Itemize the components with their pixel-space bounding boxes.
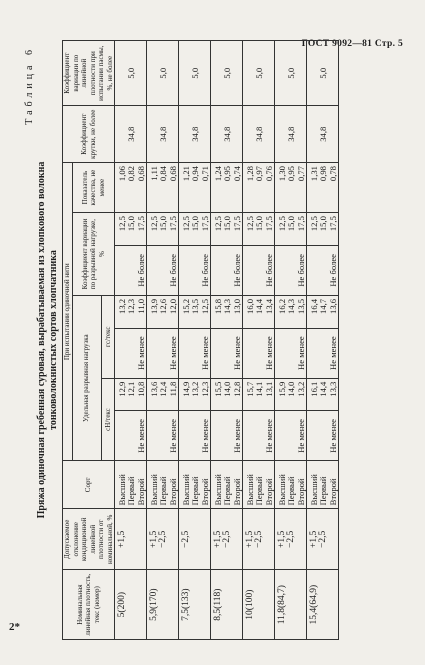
- value-line: 11,8: [167, 381, 178, 397]
- density-cv-value: 5,0: [254, 67, 265, 79]
- value-line: Второй: [199, 478, 210, 506]
- value-line: 0,74: [231, 166, 242, 182]
- tolerance-minus: −2,5: [254, 530, 265, 548]
- value-line: 15,5: [213, 381, 223, 397]
- value-line: Высший: [213, 474, 223, 506]
- max-label: Не более: [231, 254, 242, 287]
- cn-tex-cell: [275, 378, 307, 411]
- value-line: 13,5: [295, 298, 306, 314]
- value-line: 15,0: [190, 216, 201, 232]
- value-line: 0,77: [295, 166, 306, 182]
- value-line: 14,4: [254, 298, 265, 314]
- density-cv-value: 5,0: [158, 67, 169, 79]
- table-row: [179, 41, 211, 640]
- yarn-specs-table: [62, 40, 339, 640]
- density-cv-value: 5,0: [126, 67, 137, 79]
- tolerance-plus: +1,5: [245, 530, 255, 548]
- value-line: 16,4: [309, 298, 319, 314]
- twist-value: 34,8: [222, 126, 233, 142]
- nominal-value: 5,9(170): [149, 588, 159, 621]
- table-row: [211, 41, 243, 640]
- table-title: [36, 40, 60, 640]
- cn-tex-cell: [147, 378, 179, 411]
- twist-cell: [243, 106, 275, 163]
- value-line: 1,31: [309, 166, 319, 182]
- tolerance-cell: [211, 509, 243, 570]
- gs-tex-cell: [243, 295, 275, 328]
- value-line: 13,2: [190, 381, 201, 397]
- value-line: Второй: [327, 478, 338, 506]
- value-line: 12,6: [158, 298, 169, 314]
- value-line: 12,4: [158, 381, 169, 397]
- tolerance-minus: −2,5: [222, 530, 233, 548]
- rotated-table-area: [22, 40, 407, 640]
- value-line: 14,1: [254, 381, 265, 397]
- value-line: 13,2: [295, 381, 306, 397]
- density-cv-value: 5,0: [286, 67, 297, 79]
- value-line: Высший: [309, 474, 319, 506]
- min-label-cell: [307, 411, 339, 461]
- value-line: 12,5: [181, 216, 191, 232]
- value-line: 12,5: [245, 216, 255, 232]
- value-line: 0,78: [327, 166, 338, 182]
- table-row: [243, 41, 275, 640]
- tolerance-plus: +1,5: [277, 530, 287, 548]
- cn-tex-cell: [115, 378, 147, 411]
- value-line: 17,5: [263, 216, 274, 232]
- nominal-density-cell: [115, 570, 147, 640]
- gs-tex-cell: [115, 295, 147, 328]
- value-line: 17,5: [231, 216, 242, 232]
- tolerance-plus: +1,5: [213, 530, 223, 548]
- quality-cell: [275, 163, 307, 213]
- value-line: 13,6: [327, 298, 338, 314]
- value-line: 1,24: [213, 166, 223, 182]
- max-label: Не более: [167, 254, 178, 287]
- nominal-value: 5(200): [117, 592, 127, 618]
- value-line: 13,9: [149, 298, 159, 314]
- value-line: Первый: [318, 476, 329, 506]
- twist-cell: [115, 106, 147, 163]
- value-line: 15,0: [254, 216, 265, 232]
- value-line: Первый: [222, 476, 233, 506]
- value-line: 12,0: [167, 298, 178, 314]
- value-line: 12,3: [199, 381, 210, 397]
- value-line: 13,3: [327, 381, 338, 397]
- twist-value: 34,8: [126, 126, 137, 142]
- value-line: 17,5: [295, 216, 306, 232]
- nominal-value: 11,8(84,7): [277, 585, 287, 625]
- value-line: 0,68: [135, 166, 146, 182]
- value-line: 16,1: [309, 381, 319, 397]
- gs-tex-cell: [211, 295, 243, 328]
- twist-cell: [211, 106, 243, 163]
- table-title-line-1: Пряжа одиночная гребенная суровая, вырабатываемая из хлопкового волокна: [36, 161, 47, 519]
- max-label-cell: [275, 245, 307, 295]
- value-line: 0,71: [199, 166, 210, 182]
- max-label-cell: [179, 245, 211, 295]
- min-label-cell: [147, 411, 179, 461]
- nominal-density-cell: [243, 570, 275, 640]
- nominal-value: 8,5(118): [213, 588, 223, 621]
- value-line: 13,4: [263, 298, 274, 314]
- min-label-cell: [275, 328, 307, 378]
- quality-cell: [147, 163, 179, 213]
- value-line: 14,9: [181, 381, 191, 397]
- value-line: 12,5: [213, 216, 223, 232]
- sort-cell: [243, 461, 275, 509]
- tolerance-cell: [115, 509, 147, 570]
- value-line: 13,0: [231, 298, 242, 314]
- value-line: 15,7: [245, 381, 255, 397]
- value-line: 1,28: [245, 166, 255, 182]
- value-line: 1,30: [277, 166, 287, 182]
- min-label-cell: [307, 328, 339, 378]
- density-cv-cell: [179, 41, 211, 106]
- cv-load-cell: [115, 213, 147, 246]
- value-line: 13,1: [263, 381, 274, 397]
- value-line: Высший: [245, 474, 255, 506]
- value-line: 17,5: [135, 216, 146, 232]
- min-label: Не менее: [231, 419, 242, 453]
- max-label: Не более: [263, 254, 274, 287]
- value-line: 0,82: [126, 166, 137, 182]
- twist-cell: [179, 106, 211, 163]
- max-label-cell: [115, 245, 147, 295]
- value-line: 1,11: [149, 166, 159, 181]
- density-cv-value: 5,0: [318, 67, 329, 79]
- value-line: Первый: [286, 476, 297, 506]
- tolerance-cell: [307, 509, 339, 570]
- col-cn-tex-header: сН/текс: [101, 378, 114, 461]
- tolerance-plus: +1,5: [117, 530, 127, 548]
- max-label-cell: [243, 245, 275, 295]
- value-line: Второй: [167, 478, 178, 506]
- cv-load-cell: [275, 213, 307, 246]
- sort-cell: [115, 461, 147, 509]
- value-line: 13,5: [190, 298, 201, 314]
- value-line: 15,0: [158, 216, 169, 232]
- value-line: Высший: [149, 474, 159, 506]
- max-label: Не более: [327, 254, 338, 287]
- value-line: 0,76: [263, 166, 274, 182]
- min-label-cell: [211, 411, 243, 461]
- tolerance-plus: +1,5: [149, 530, 159, 548]
- quality-cell: [115, 163, 147, 213]
- value-line: 0,95: [222, 166, 233, 182]
- twist-value: 34,8: [254, 126, 265, 142]
- page-header: ГОСТ 9092—81 Стр. 5: [301, 39, 403, 49]
- value-line: 15,0: [222, 216, 233, 232]
- min-label: Не менее: [295, 336, 306, 370]
- value-line: Первый: [158, 476, 169, 506]
- tolerance-cell: [179, 509, 211, 570]
- page-number: 2*: [9, 621, 20, 633]
- max-label-cell: [211, 245, 243, 295]
- min-label: Не менее: [231, 336, 242, 370]
- value-line: 15,0: [286, 216, 297, 232]
- sort-cell: [211, 461, 243, 509]
- cv-load-cell: [307, 213, 339, 246]
- nominal-density-cell: [307, 570, 339, 640]
- cv-load-cell: [179, 213, 211, 246]
- twist-value: 34,8: [190, 126, 201, 142]
- value-line: 14,4: [318, 381, 329, 397]
- value-line: 14,0: [286, 381, 297, 397]
- quality-cell: [211, 163, 243, 213]
- value-line: 13,2: [117, 298, 127, 314]
- cv-load-cell: [243, 213, 275, 246]
- value-line: 14,3: [222, 298, 233, 314]
- gs-tex-cell: [147, 295, 179, 328]
- cv-load-cell: [211, 213, 243, 246]
- max-label: Не более: [135, 254, 146, 287]
- min-label: Не менее: [199, 336, 210, 370]
- nominal-density-cell: [275, 570, 307, 640]
- value-line: 12,1: [126, 381, 137, 397]
- table-row: [147, 41, 179, 640]
- sort-cell: [275, 461, 307, 509]
- value-line: 12,5: [277, 216, 287, 232]
- value-line: Второй: [263, 478, 274, 506]
- density-cv-cell: [307, 41, 339, 106]
- tolerance-cell: [147, 509, 179, 570]
- col-single-test-header: При испытании одиночной нити: [63, 163, 73, 461]
- value-line: 12,5: [117, 216, 127, 232]
- value-line: 12,5: [309, 216, 319, 232]
- min-label: Не менее: [327, 419, 338, 453]
- value-line: 10,8: [135, 381, 146, 397]
- tolerance-cell: [243, 509, 275, 570]
- value-line: Первый: [126, 476, 137, 506]
- value-line: 0,84: [158, 166, 169, 182]
- density-cv-cell: [243, 41, 275, 106]
- value-line: 15,2: [181, 298, 191, 314]
- twist-cell: [147, 106, 179, 163]
- nominal-value: 7,5(133): [181, 588, 191, 621]
- value-line: 15,0: [126, 216, 137, 232]
- min-label-cell: [115, 411, 147, 461]
- min-label: Не менее: [263, 336, 274, 370]
- density-cv-cell: [275, 41, 307, 106]
- nominal-density-cell: [179, 570, 211, 640]
- table-row: [115, 41, 147, 640]
- min-label: Не менее: [199, 419, 210, 453]
- col-sort-header: Сорт: [63, 461, 115, 509]
- col-gs-tex-header: гс/текс: [101, 295, 114, 378]
- value-line: 0,68: [167, 166, 178, 182]
- tolerance-plus: +1,5: [309, 530, 319, 548]
- value-line: Второй: [295, 478, 306, 506]
- nominal-value: 10(100): [245, 589, 255, 620]
- cn-tex-cell: [307, 378, 339, 411]
- quality-cell: [307, 163, 339, 213]
- density-cv-value: 5,0: [190, 67, 201, 79]
- col-density-header: Коэффициент вариации по линейной плотности при испытании пасмы, %, не более: [63, 41, 115, 106]
- twist-cell: [275, 106, 307, 163]
- min-label-cell: [179, 328, 211, 378]
- density-cv-cell: [211, 41, 243, 106]
- min-label-cell: [243, 411, 275, 461]
- value-line: Высший: [181, 474, 191, 506]
- gs-tex-cell: [179, 295, 211, 328]
- value-line: Высший: [117, 474, 127, 506]
- twist-cell: [307, 106, 339, 163]
- table-row: [307, 41, 339, 640]
- cv-load-cell: [147, 213, 179, 246]
- min-label-cell: [147, 328, 179, 378]
- twist-value: 34,8: [158, 126, 169, 142]
- quality-cell: [243, 163, 275, 213]
- tolerance-minus: −2,5: [158, 530, 169, 548]
- value-line: 15,9: [277, 381, 287, 397]
- value-line: Первый: [190, 476, 201, 506]
- value-line: 1,06: [117, 166, 127, 182]
- twist-value: 34,8: [286, 126, 297, 142]
- value-line: 11,0: [135, 298, 146, 314]
- min-label: Не менее: [167, 336, 178, 370]
- table-row: [275, 41, 307, 640]
- tolerance-cell: [275, 509, 307, 570]
- value-line: 16,0: [245, 298, 255, 314]
- tolerance-minus: −2,5: [318, 530, 329, 548]
- nominal-density-cell: [147, 570, 179, 640]
- value-line: 12,3: [126, 298, 137, 314]
- gs-tex-cell: [275, 295, 307, 328]
- value-line: 0,95: [286, 166, 297, 182]
- table-body: [115, 41, 339, 640]
- tolerance-minus: −2,5: [181, 530, 191, 548]
- cn-tex-cell: [211, 378, 243, 411]
- value-line: 14,7: [318, 298, 329, 314]
- col-tolerance-header: Допускаемое отклонение кондиционной линейной плотности от номинальной, %: [63, 509, 115, 570]
- value-line: Второй: [135, 478, 146, 506]
- col-cv-load-header: Коэффициент вариации по разрывной нагрузке, %: [72, 213, 115, 296]
- col-quality-header: Показатель качества, не менее: [72, 163, 115, 213]
- max-label: Не более: [199, 254, 210, 287]
- col-twist-header: Коэффициент крутки, не более: [63, 106, 115, 163]
- value-line: 17,5: [327, 216, 338, 232]
- cn-tex-cell: [243, 378, 275, 411]
- value-line: 17,5: [199, 216, 210, 232]
- min-label-cell: [115, 328, 147, 378]
- nominal-value: 15,4(64,9): [309, 584, 319, 625]
- density-cv-cell: [147, 41, 179, 106]
- twist-value: 34,8: [318, 126, 329, 142]
- sort-cell: [179, 461, 211, 509]
- col-nominal-header: Номинальная линейная плотность, текс (номер): [63, 570, 115, 640]
- tolerance-minus: −2,5: [286, 530, 297, 548]
- value-line: 14,3: [286, 298, 297, 314]
- min-label-cell: [211, 328, 243, 378]
- value-line: 12,5: [149, 216, 159, 232]
- min-label: Не менее: [167, 419, 178, 453]
- density-cv-value: 5,0: [222, 67, 233, 79]
- max-label-cell: [307, 245, 339, 295]
- col-breaking-load-header: Удельная разрывная нагрузка: [72, 295, 101, 461]
- sort-cell: [147, 461, 179, 509]
- min-label: Не менее: [327, 336, 338, 370]
- value-line: 1,21: [181, 166, 191, 182]
- gs-tex-cell: [307, 295, 339, 328]
- min-label-cell: [275, 411, 307, 461]
- min-label: Не менее: [295, 419, 306, 453]
- value-line: 17,5: [167, 216, 178, 232]
- value-line: 15,8: [213, 298, 223, 314]
- min-label: Не менее: [263, 419, 274, 453]
- value-line: 13,6: [149, 381, 159, 397]
- min-label-cell: [179, 411, 211, 461]
- min-label: Не менее: [135, 419, 146, 453]
- value-line: 0,97: [254, 166, 265, 182]
- cn-tex-cell: [179, 378, 211, 411]
- max-label: Не более: [295, 254, 306, 287]
- max-label-cell: [147, 245, 179, 295]
- table-title-line-2: тонковолокнистых сортов хлопчатника: [48, 250, 59, 430]
- min-label-cell: [243, 328, 275, 378]
- nominal-density-cell: [211, 570, 243, 640]
- value-line: 15,0: [318, 216, 329, 232]
- quality-cell: [179, 163, 211, 213]
- value-line: 0,94: [190, 166, 201, 182]
- table-label: Таблица 6: [24, 46, 35, 125]
- density-cv-cell: [115, 41, 147, 106]
- sort-cell: [307, 461, 339, 509]
- value-line: 12,8: [231, 381, 242, 397]
- value-line: Высший: [277, 474, 287, 506]
- value-line: 12,5: [199, 298, 210, 314]
- value-line: Первый: [254, 476, 265, 506]
- value-line: Второй: [231, 478, 242, 506]
- value-line: 14,0: [222, 381, 233, 397]
- min-label: Не менее: [135, 336, 146, 370]
- value-line: 0,98: [318, 166, 329, 182]
- value-line: 16,2: [277, 298, 287, 314]
- value-line: 12,9: [117, 381, 127, 397]
